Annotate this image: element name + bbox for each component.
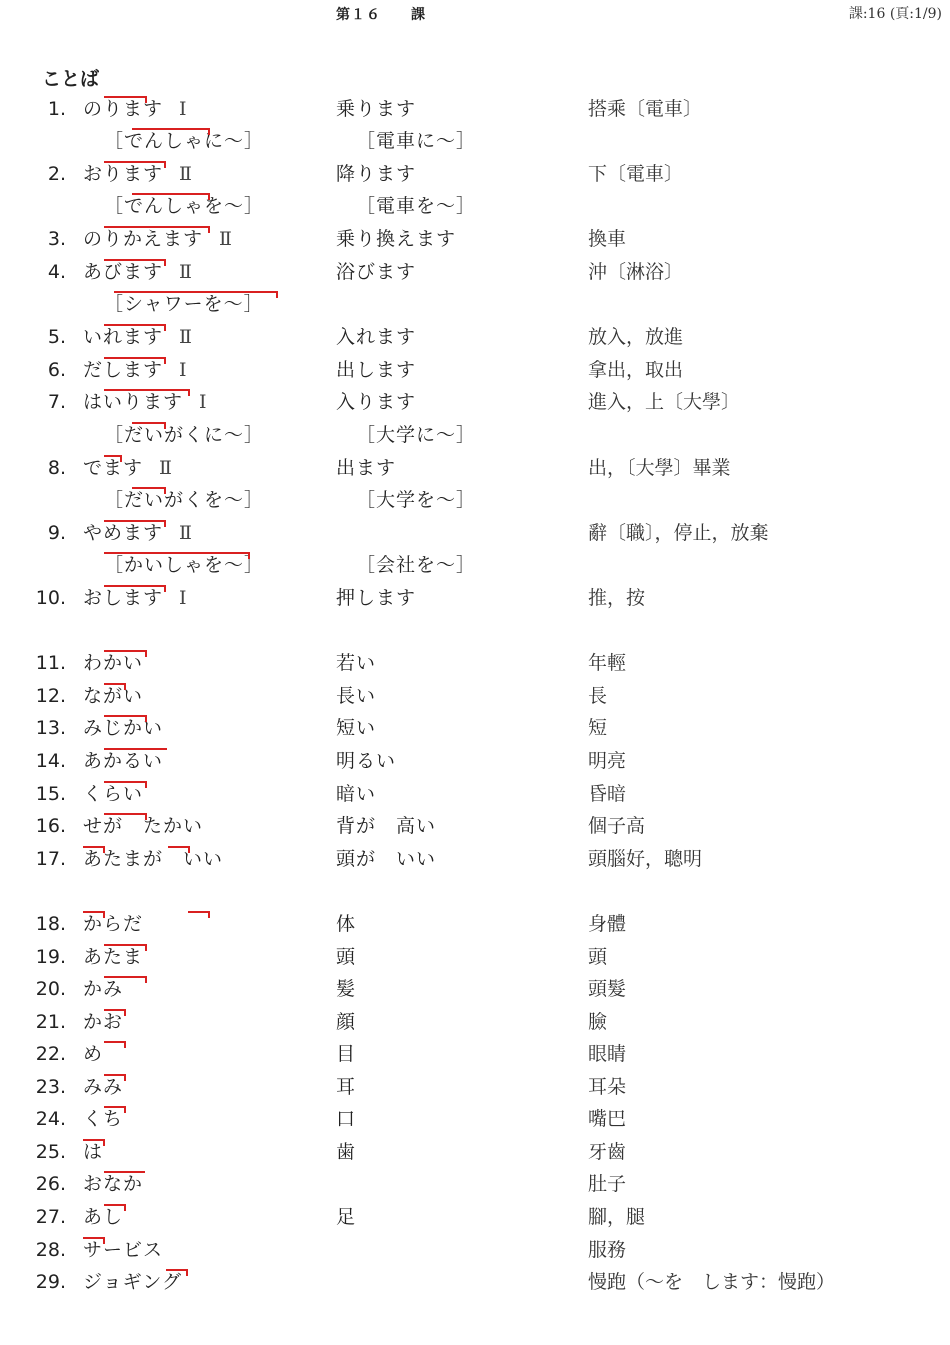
- page-indicator: 課:16 (頁:1/9): [848, 6, 942, 22]
- meaning: 推，按: [588, 587, 646, 609]
- kana-text: ［だいがくに～］: [104, 424, 265, 446]
- vocab-row: [0, 321, 950, 353]
- kana-text: あたまが いい: [83, 848, 224, 870]
- vocab-subrow: [0, 549, 950, 581]
- meaning: 辭〔職〕，停止，放棄: [588, 522, 769, 544]
- kanji-word: 頭: [336, 946, 357, 968]
- vocab-row: [0, 1071, 950, 1103]
- vocab-row: [0, 1266, 950, 1298]
- kana-text: だします: [83, 359, 164, 381]
- pitch-accent-mark: [104, 976, 147, 983]
- item-number: 13.: [35, 717, 66, 739]
- meaning: 頭髮: [588, 978, 627, 1000]
- pitch-accent-mark: [104, 357, 166, 364]
- kanji-word: 降ります: [336, 163, 417, 185]
- vocab-row: [0, 745, 950, 777]
- kana-text: みみ: [83, 1076, 124, 1098]
- kana-text: おなか: [83, 1173, 144, 1195]
- pitch-accent-mark: [104, 552, 250, 559]
- vocab-row: [0, 452, 950, 484]
- kana-usage: [104, 419, 264, 451]
- meaning: 換車: [588, 228, 627, 250]
- pitch-accent-mark: [83, 1139, 105, 1146]
- kana-text: くらい: [83, 783, 144, 805]
- item-number: 5.: [47, 326, 66, 348]
- verb-group: Ⅰ: [179, 587, 188, 609]
- item-number: 3.: [47, 228, 66, 250]
- kanji-word: 押します: [336, 587, 417, 609]
- meaning: 臉: [588, 1011, 608, 1033]
- item-number: 19.: [35, 946, 66, 968]
- pitch-accent-mark: [104, 813, 147, 820]
- kana-text: おします: [83, 587, 164, 609]
- pitch-accent-mark: [104, 1204, 126, 1211]
- kana-text: サービス: [83, 1239, 164, 1261]
- pitch-accent-mark: [132, 193, 210, 200]
- vocab-row: [0, 1038, 950, 1070]
- vocab-row: [0, 256, 950, 288]
- pitch-accent-mark: [83, 846, 105, 853]
- meaning: 短: [588, 717, 608, 739]
- kanji-word: 長い: [336, 685, 377, 707]
- meaning: 出，〔大學〕畢業: [588, 457, 731, 479]
- pitch-accent-mark: [104, 585, 166, 592]
- kanji-word: 歯: [336, 1141, 357, 1163]
- meaning: 進入，上〔大學〕: [588, 391, 741, 413]
- kanji-usage: ［電車に～］: [356, 130, 477, 152]
- kana-text: ［でんしゃを～］: [104, 195, 265, 217]
- item-number: 20.: [35, 978, 66, 1000]
- meaning: 搭乘〔電車〕: [588, 98, 703, 120]
- kana-text: ［だいがくを～］: [104, 489, 265, 511]
- vocab-row: [0, 843, 950, 875]
- meaning: 腳，腿: [588, 1206, 646, 1228]
- vocab-row: [0, 223, 950, 255]
- vocab-row: [0, 93, 950, 125]
- kanji-word: 顔: [336, 1011, 357, 1033]
- kanji-word: 耳: [336, 1076, 357, 1098]
- vocab-row: [0, 1234, 950, 1266]
- item-number: 11.: [35, 652, 66, 674]
- pitch-accent-mark: [104, 1009, 126, 1016]
- item-number: 17.: [35, 848, 66, 870]
- item-number: 15.: [35, 783, 66, 805]
- kana-text: みじかい: [83, 717, 164, 739]
- meaning: 明亮: [588, 750, 627, 772]
- vocab-row: [0, 1006, 950, 1038]
- meaning: 頭: [588, 946, 608, 968]
- kana-text: やめます: [83, 522, 164, 544]
- pitch-accent-mark: [104, 520, 166, 527]
- kana-text: ［でんしゃに～］: [104, 130, 265, 152]
- kana-text: かお: [83, 1011, 124, 1033]
- vocab-subrow: [0, 125, 950, 157]
- pitch-accent-mark: [132, 422, 166, 429]
- vocab-row: [0, 810, 950, 842]
- meaning: 耳朵: [588, 1076, 627, 1098]
- vocab-subrow: [0, 419, 950, 451]
- meaning: 年輕: [588, 652, 627, 674]
- pitch-accent-mark: [188, 911, 210, 918]
- kana-word: [83, 1038, 103, 1070]
- vocab-row: [0, 1136, 950, 1168]
- section-heading: ことば: [42, 68, 100, 90]
- vocab-row: [0, 517, 950, 549]
- vocab-row: [0, 1168, 950, 1200]
- pitch-accent-mark: [132, 487, 166, 494]
- verb-group: Ⅰ: [179, 98, 188, 120]
- kana-usage: [104, 484, 264, 516]
- kana-text: くち: [83, 1108, 124, 1130]
- meaning: 頭腦好，聰明: [588, 848, 703, 870]
- meaning: 慢跑（～を します：慢跑）: [588, 1271, 836, 1293]
- kanji-word: 足: [336, 1206, 357, 1228]
- vocab-row: [0, 386, 950, 418]
- kana-text: かみ: [83, 978, 124, 1000]
- item-number: 22.: [35, 1043, 66, 1065]
- item-number: 10.: [35, 587, 66, 609]
- pitch-accent-mark: [104, 1171, 145, 1178]
- kanji-word: 明るい: [336, 750, 397, 772]
- kanji-word: 乗り換えます: [336, 228, 457, 250]
- kanji-word: 出ます: [336, 457, 397, 479]
- pitch-accent-mark: [104, 324, 166, 331]
- item-number: 24.: [35, 1108, 66, 1130]
- lesson-title: 第１６ 課: [336, 7, 426, 23]
- meaning: 牙齒: [588, 1141, 627, 1163]
- kana-text: は: [83, 1141, 104, 1163]
- kanji-usage: ［大学に～］: [356, 424, 477, 446]
- kanji-word: 出します: [336, 359, 417, 381]
- meaning: 嘴巴: [588, 1108, 627, 1130]
- pitch-accent-mark: [104, 455, 122, 462]
- vocab-row: [0, 680, 950, 712]
- kana-text: いれます: [83, 326, 164, 348]
- pitch-accent-mark: [132, 128, 210, 135]
- kana-text: ながい: [83, 685, 144, 707]
- kana-text: のります: [83, 98, 164, 120]
- verb-group: Ⅱ: [219, 228, 233, 250]
- item-number: 1.: [47, 98, 66, 120]
- kana-text: でます: [83, 457, 144, 479]
- kanji-word: 浴びます: [336, 261, 417, 283]
- verb-group: Ⅱ: [159, 457, 173, 479]
- item-number: 14.: [35, 750, 66, 772]
- kana-text: せが たかい: [83, 815, 204, 837]
- pitch-accent-mark: [104, 683, 126, 690]
- pitch-accent-mark: [104, 389, 190, 396]
- kanji-word: 髪: [336, 978, 357, 1000]
- item-number: 21.: [35, 1011, 66, 1033]
- pitch-accent-mark: [104, 748, 167, 755]
- item-number: 18.: [35, 913, 66, 935]
- kanji-word: 体: [336, 913, 357, 935]
- item-number: 8.: [47, 457, 66, 479]
- vocab-row: [0, 1201, 950, 1233]
- pitch-accent-mark: [83, 1237, 105, 1244]
- pitch-accent-mark: [104, 944, 147, 951]
- kana-text: ［かいしゃを～］: [104, 554, 265, 576]
- meaning: 眼睛: [588, 1043, 627, 1065]
- kana-text: のりかえます: [83, 228, 204, 250]
- vocab-row: [0, 158, 950, 190]
- kana-text: わかい: [83, 652, 144, 674]
- pitch-accent-mark: [104, 650, 147, 657]
- pitch-accent-mark: [104, 1074, 126, 1081]
- vocab-subrow: [0, 484, 950, 516]
- pitch-accent-mark: [104, 781, 147, 788]
- kanji-word: 入ります: [336, 391, 417, 413]
- meaning: 服務: [588, 1239, 627, 1261]
- vocab-row: [0, 941, 950, 973]
- pitch-accent-mark: [104, 226, 210, 233]
- kanji-word: 頭が いい: [336, 848, 437, 870]
- verb-group: Ⅰ: [199, 391, 208, 413]
- item-number: 6.: [47, 359, 66, 381]
- pitch-accent-mark: [104, 259, 166, 266]
- verb-group: Ⅱ: [179, 522, 193, 544]
- meaning: 長: [588, 685, 608, 707]
- meaning: 放入，放進: [588, 326, 684, 348]
- meaning: 下〔電車〕: [588, 163, 684, 185]
- kanji-usage: ［会社を～］: [356, 554, 477, 576]
- vocab-row: [0, 973, 950, 1005]
- kana-word: [83, 452, 173, 484]
- verb-group: Ⅰ: [179, 359, 188, 381]
- item-number: 2.: [47, 163, 66, 185]
- vocab-row: [0, 712, 950, 744]
- kana-text: あかるい: [83, 750, 164, 772]
- pitch-accent-mark: [166, 1269, 188, 1276]
- pitch-accent-mark: [104, 96, 147, 103]
- meaning: 昏暗: [588, 783, 627, 805]
- pitch-accent-mark: [104, 161, 166, 168]
- meaning: 沖〔淋浴〕: [588, 261, 684, 283]
- kanji-word: 目: [336, 1043, 357, 1065]
- pitch-accent-mark: [104, 715, 147, 722]
- item-number: 7.: [47, 391, 66, 413]
- kanji-usage: ［電車を～］: [356, 195, 477, 217]
- kanji-word: 若い: [336, 652, 377, 674]
- vocab-subrow: [0, 190, 950, 222]
- item-number: 25.: [35, 1141, 66, 1163]
- kanji-usage: ［大学を～］: [356, 489, 477, 511]
- vocab-row: [0, 582, 950, 614]
- pitch-accent-mark: [114, 291, 278, 298]
- meaning: 身體: [588, 913, 627, 935]
- vocab-row: [0, 908, 950, 940]
- item-number: 27.: [35, 1206, 66, 1228]
- kanji-word: 口: [336, 1108, 357, 1130]
- kanji-word: 背が 高い: [336, 815, 437, 837]
- item-number: 28.: [35, 1239, 66, 1261]
- meaning: 拿出，取出: [588, 359, 684, 381]
- kana-text: ジョギング: [83, 1271, 183, 1293]
- kana-text: め: [83, 1043, 104, 1065]
- verb-group: Ⅱ: [179, 163, 193, 185]
- meaning: 肚子: [588, 1173, 627, 1195]
- item-number: 9.: [47, 522, 66, 544]
- kana-text: あし: [83, 1206, 124, 1228]
- kana-text: おります: [83, 163, 164, 185]
- item-number: 4.: [47, 261, 66, 283]
- vocab-subrow: [0, 288, 950, 320]
- item-number: 29.: [35, 1271, 66, 1293]
- item-number: 26.: [35, 1173, 66, 1195]
- kana-text: ［シャワーを～］: [104, 293, 264, 315]
- kana-text: からだ: [83, 913, 144, 935]
- kana-text: あびます: [83, 261, 164, 283]
- vocab-row: [0, 778, 950, 810]
- kanji-word: 短い: [336, 717, 377, 739]
- kana-text: はいります: [83, 391, 184, 413]
- vocab-row: [0, 647, 950, 679]
- verb-group: Ⅱ: [179, 326, 193, 348]
- meaning: 個子高: [588, 815, 646, 837]
- kanji-word: 暗い: [336, 783, 377, 805]
- pitch-accent-mark: [104, 1106, 126, 1113]
- pitch-accent-mark: [83, 911, 105, 918]
- pitch-accent-mark: [104, 1041, 126, 1048]
- vocab-row: [0, 1103, 950, 1135]
- kana-text: あたま: [83, 946, 144, 968]
- pitch-accent-mark: [168, 846, 190, 853]
- vocab-row: [0, 354, 950, 386]
- item-number: 16.: [35, 815, 66, 837]
- kanji-word: 入れます: [336, 326, 417, 348]
- item-number: 12.: [35, 685, 66, 707]
- item-number: 23.: [35, 1076, 66, 1098]
- kanji-word: 乗ります: [336, 98, 417, 120]
- verb-group: Ⅱ: [179, 261, 193, 283]
